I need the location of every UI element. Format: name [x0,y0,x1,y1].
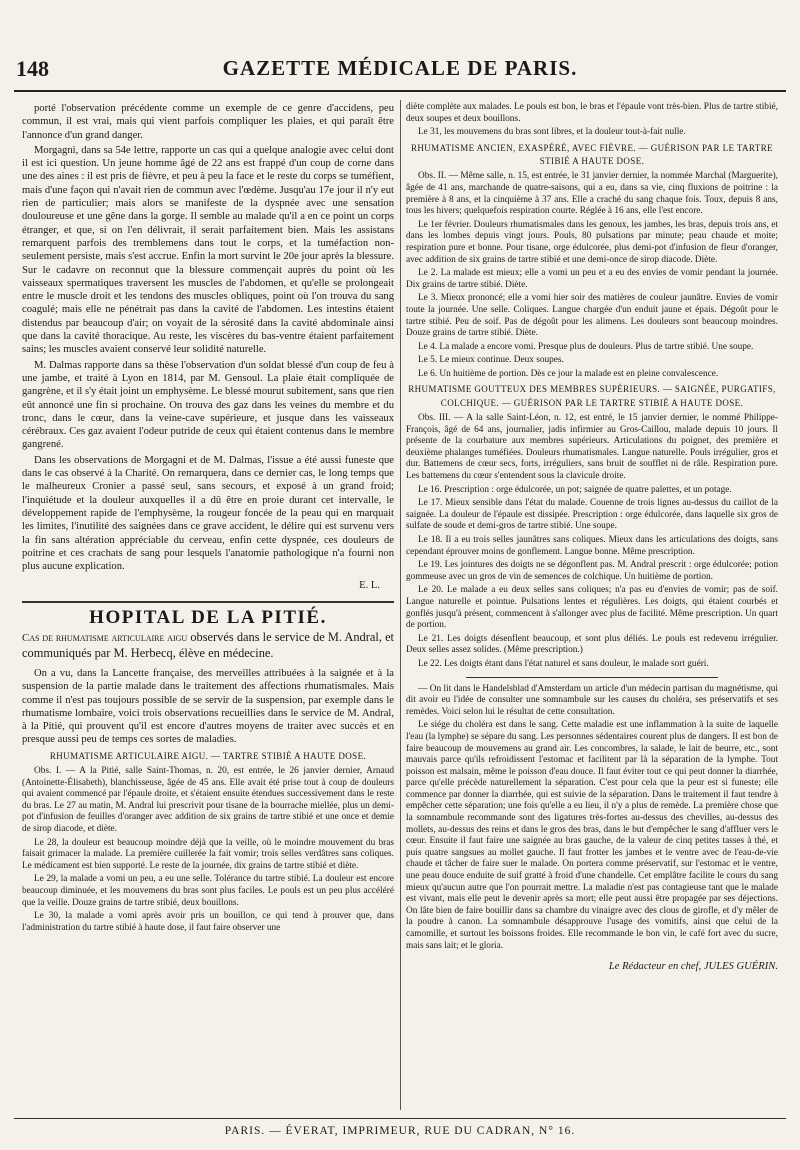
observation: Obs. I. — A la Pitié, salle Saint-Thomas, n. 20, est entrée, le 26 janvier dernier, Arnaud (Antoinette-Élisabeth), blanchisseuse, âgée de 45 ans. Elle avait été prise tout à coup de douleurs qui avaient commencé par l'épaule droite, et s'étaient ensuite étendues successivement dans le reste du bras. Le 27 au matin, M. Andral lui prescrivit pour tisane de la bourrache miellée, plus un demi-pot d'infusion de feuilles d'oranger avec addition de six grains de tartre stibié et une once et demie de sirop diacode, et diète. [22,766,394,835]
right-column [406,102,778,1114]
observation-entry: Le 1er février. Douleurs rhumatismales dans les genoux, les jambes, les bras, depuis trois ans, et dans les lombes depuis vingt jours. Pouls, 80 pulsations par minute; peau chaude et moite; respiration pure et bonne. Pour tisane, orge édulcorée, plus demi-pot d'infusion de fleur d'oranger, avec addition de six grains de tartre stibié et une demi-once de sirop diacode. Diète. [406,219,778,265]
paragraph: M. Dalmas rapporte dans sa thèse l'observation d'un soldat blessé d'un coup de feu à une jambe, et traité à Lyon en 1814, par M. Gensoul. La plaie était compliquée de gangrène, et il s'y était joint un emphysème. Le blessé mourut subitement, sans que rien eût annoncé une fin si prochaine. On trouva des gaz dans les veines du membre et du tronc, dans le cœur, dans la veine-cave supérieure, et jusque dans les vaisseaux cérébraux. Ces gaz avaient l'odeur putride de ceux qui étaient contenus dans le membre gangrené. [22,359,394,451]
observation-entry: Le 6. Un huitième de portion. Dès ce jour la malade est en pleine convalescence. [418,368,719,379]
observation-entry: Le 30, la malade a vomi après avoir pris un bouillon, ce qui tend à prouver que, dans l'administration du tartre stibié à haute dose, il faut faire observer une [22,911,394,933]
subheading: RHUMATISME ARTICULAIRE AIGU. — TARTRE STIBIÉ A HAUTE DOSE. [49,750,367,761]
section-rule [22,601,394,603]
news-item: — On lit dans le Handelsblad d'Amsterdam un article d'un médecin partisan du magnétisme, qui dit avoir eu l'idée de consulter une somnambule sur les causes du choléra, ses préservatifs et ses remèdes. Voici selon lui le résultat de cette consultation. [406,683,778,717]
observation: Obs. II. — Même salle, n. 15, est entrée, le 31 janvier dernier, la nommée Marchal (Marguerite), âgée de 41 ans, marchande de quatre-saisons, qui a eu, dans sa vie, cinq fluxions de poitrine : la première à 8 ans, et la cinquième à 37 ans. Elle a craché du sang chaque fois. Toux, depuis 8 ans, tous les hivers; quelquefois respiration courte. Réglée à 16 ans, elle l'est encore. [406,171,778,217]
editor-signature: Le Rédacteur en chef, JULES GUÉRIN. [608,961,778,973]
left-column [22,102,394,1114]
observation-entry: Le 4. La malade a encore vomi. Presque plus de douleurs. Plus de tartre stibié. Une soupe. [418,341,754,352]
observation-entry: Le 22. Les doigts étant dans l'état naturel et sans douleur, le malade sort guéri. [418,658,709,669]
observation-entry: diète complète aux malades. Le pouls est bon, le bras et l'épaule vont très-bien. Plus de tartre stibié, deux soupes et deux bouillons. [406,102,778,124]
observation-entry: Le 16. Prescription : orge édulcorée, un pot; saignée de quatre palettes, et un potage. [418,484,732,495]
observation: Obs. III. — A la salle Saint-Léon, n. 12, est entré, le 15 janvier dernier, le nommé Philippe-François, âgé de 64 ans, journalier, jadis infirmier au Gros-Caillou, malade depuis 10 jours. Il présente de la courbature aux membres supérieurs. Articulations du poignet, des première et deuxième phalanges tuméfiées. Douleurs rhumatismales. Langue naturelle. Pouls irrégulier, gros et dur. Battemens de cœur secs, forts, irréguliers, sans bruit de soufflet ni de râle. Respiration pure. Les battemens du cœur s'entendent sous la clavicule droite. [406,413,778,482]
observation-entry: Le 20. Le malade a eu deux selles sans coliques; n'a pas eu d'envies de vomir; pas de soif. Langue naturelle et pointue. Pulsations lentes et régulières. Les doigts, qui étaient courbés et gonflés jusqu'à présent, commencent à s'allonger avec plus de facilité. Même prescription. Un quart de portion. [406,585,778,631]
column-divider [400,100,401,1110]
observation-entry: Le 5. Le mieux continue. Deux soupes. [418,355,564,366]
subheading: RHUMATISME ANCIEN, EXASPÉRÉ, AVEC FIÈVRE. — GUÉRISON PAR LE TARTRE STIBIÉ A HAUTE DOSE. [410,142,773,167]
printer-imprint: PARIS. — ÉVERAT, IMPRIMEUR, RUE DU CADRAN, N° 16. [14,1118,786,1137]
observation-entry: Le 17. Mieux sensible dans l'état du malade. Couenne de trois lignes au-dessus du caillot de la saignée. La douleur de l'épaule est dissipée. Prescription : orge édulcorée, dans laquelle six gros de sulfate de soude et demi-gros de tartre stibié. Une soupe. [406,498,778,532]
observation-entry: Le 31, les mouvemens du bras sont libres, et la douleur tout-à-fait nulle. [418,127,686,138]
observation-entry: Le 19. Les jointures des doigts ne se dégonflent pas. M. Andral prescrit : orge édulcorée; potion gommeuse avec un gros de vin de semences de colchique. Un huitième de portion. [406,560,778,582]
observation-entry: Le 29, la malade a vomi un peu, a eu une selle. Tolérance du tartre stibié. La douleur est encore beaucoup diminuée, et les mouvemens du bras sont plus faciles. Le pouls est un peu plus accéléré que la veille. Douze grains de tartre stibié, deux bouillons. [22,874,394,908]
author-signature: E. L. [359,580,380,592]
observation-entry: Le 3. Mieux prononcé; elle a vomi hier soir des matières de couleur jaunâtre. Envies de vomir toute la journée. Une selle. Coliques. Langue chargée d'un enduit jaune et épais. Dégoût pour le tartre stibié. Peu de soif. Pas de dégoût pour les alimens. Les douleurs sont beaucoup moindres. Douze grains de tartre stibié. Diète. [406,293,778,339]
hospital-heading: HOPITAL DE LA PITIÉ. [89,606,327,628]
page-number: 148 [16,56,49,81]
publication-title: GAZETTE MÉDICALE DE PARIS. [222,56,578,80]
paragraph: Dans les observations de Morgagni et de M. Dalmas, l'issue a été aussi funeste que dans le cas observé à la Charité. On remarquera, dans ce dernier cas, le long temps que le malheureux Cronier a passé seul, sans secours, et exposé à un grand froid; l'inquiétude et la douleur auxquelles il a dû être en proie durant cet intervalle, le développement rapide de l'emphysème, la rougeur foncée de la peau qui en marquait les limites, l'inutilité des saignées dans ce grave accident, le délire qui est survenu vers la fin sans altération appréciable du cerveau, enfin cette dyspnée, ces douleurs de poitrine et ces crachats de sang pour lesquels l'anatomie pathologique n'a fourni non plus aucune explication. [22,454,394,573]
paragraph: porté l'observation précédente comme un exemple de ce genre d'accidens, peu commun, il est vrai, mais qui vient parfois compliquer les plaies, et qui paraît être l'annonce d'un grand danger. [22,103,394,141]
newspaper-page [14,8,786,1144]
observation-entry: Le 18. Il a eu trois selles jaunâtres sans coliques. Mieux dans les articulations des doigts, sans cependant éprouver moins de gonflement. Langue bonne. Même prescription. [406,535,778,557]
news-item: Le siége du choléra est dans le sang. Cette maladie est une inflammation à la suite de laquelle l'eau (la lymphe) se sépare du sang. Les personnes sédentaires courent plus de dangers. Il est bon de faire beaucoup de mouvemens au grand air. Les concombres, la salade, le lait de beurre, etc., sont mauvais parce qu'ils refroidissent l'estomac et facilitent par là la séparation de la lymphe. Tout poisson est malsain, même le poisson d'eau douce. Il faut éviter tout ce qui peut donner la diarrhée, parce qu'elle précède naturellement la séparation. C'est pour cela que la peur est si funeste; elle commence par donner la diarrhée, qui est suivie de la séparation. Dans le traitement il faut tendre à empêcher cette séparation; une fois qu'elle a eu lieu, il n'y a plus de remède. La première chose que la somnambule recommande sont des ligatures très-fortes au-dessus des chevilles, au-dessus des mollets, au-dessus des reins et dans le gros des bras, dans le but d'empêcher le sang d'affluer vers le cœur. Ensuite il faut faire une saignée au bras gauche, de la valeur de cinq petites tasses à thé, et puis quatre sangsues au mollet gauche. Il faut frotter les jambes et le ventre avec de l'eau-de-vie chaude et tâcher de faire suer le malade. On portera comme préservatif, sur l'estomac et le ventre, une peau douce enduite de suif gratté à froid d'une chandelle. Cet emplâtre facilite le cours du sang mieux qu'aucun autre que l'on pourrait mettre. La maladie n'est pas contagieuse tant que le malade est vivant, mais elle peut le devenir après sa mort; elle peut aussi être propagée par ses déjections. On lâte bien de faire bouillir dans sa chambre du vinaigre avec des clous de girofle, et d'y mêler de la poudre à canon. La somnambule désapprouve l'usage des vomitifs, ainsi que celui de la camomille, et surtout les boissons froides. Elle recommande le bon vin, le café fort avec du sucre, mais sans lait; et le gloria. [406,720,778,951]
observation-entry: Le 21. Les doigts désenflent beaucoup, et sont plus déliés. Le pouls est redevenu irrégulier. Deux selles assez solides. (Même prescription.) [406,633,778,656]
paragraph: On a vu, dans la Lancette française, des merveilles attribuées à la saignée et à la suspension de la partie malade dans le traitement des affections rhumatismales. Mais comme il n'est pas toujours possible de se servir de la suspension, par exemple dans le rhumatisme lombaire, voici trois observations recueillies dans le service de M. Andral, à la Pitié, qui prouvent qu'il est encore d'autres moyens de traiter avec succès et en presque aussi peu de temps ces sortes de maladies. [22,667,394,746]
subheading: RHUMATISME GOUTTEUX DES MEMBRES SUPÉRIEURS. — SAIGNÉE, PURGATIFS, COLCHIQUE. — GUÉRISON PAR LE TARTRE STIBIÉ A HAUTE DOSE. [408,384,776,408]
paragraph: Morgagni, dans sa 54e lettre, rapporte un cas qui a quelque analogie avec celui dont il est ici question. Un jeune homme âgé de 22 ans est frappé d'un coup de corne dans une des aines : il est pris de fièvre, et peu à peu la face et le reste du corps se tuméfient, mais d'une façon qui n'avait rien de commun avec l'œdème. Jusqu'au 17e jour il n'y eut rien de particulier; mais alors se manifeste de la dyspnée avec une sensation douloureuse et une gêne dans la gorge. Il semble au malade qu'il a en ce point un corps étranger, et que, si on l'en délivrait, il serait parfaitement bien. Mais les assistans remarquent parfois des tremblemens dans tout le corps, et la tuméfaction non-seulement persiste, mais s'est accrue. Enfin la mort survint le 20e jour après la blessure. Sur le cadavre on reconnut que la blessure commençait auprès du point où les vaisseaux spermatiques traversent les muscles de l'abdomen, et qu'elle se prolongeait entre le muscle droit et les tendons des muscles obliques, point où l'on trouva du sang coagulé; mais elle ne pénétrait pas dans la cavité de l'abdomen. Les intestins étaient distendus par beaucoup d'air; on voyait de la sérosité dans la cavité abdominale ainsi que dans la cavité thoracique. Au reste, les viscères du bas-ventre étaient parfaitement sains; les muscles avaient conservé leur solidité naturelle. [22,144,394,356]
case-title-rest: observés dans le service de M. Andral, et communiqués par M. Herbecq, élève en médecine. [22,629,394,660]
case-title [22,630,394,661]
observation-entry: Le 28, la douleur est beaucoup moindre déjà que la veille, où le moindre mouvement du bras faisait grimacer la malade. La première cuillerée la fait vomir; trois selles verdâtres sans coliques. Le médicament est bien supporté. Le reste de la journée, dix grains de tartre stibié et diète. [22,837,394,871]
case-title-smallcaps: Cas de rhumatisme articulaire aigu [22,631,188,644]
observation-entry: Le 2. La malade est mieux; elle a vomi un peu et a eu des envies de vomir pendant la journée. Dix grains de tartre stibié. Diète. [406,268,778,290]
news-divider [466,677,718,678]
